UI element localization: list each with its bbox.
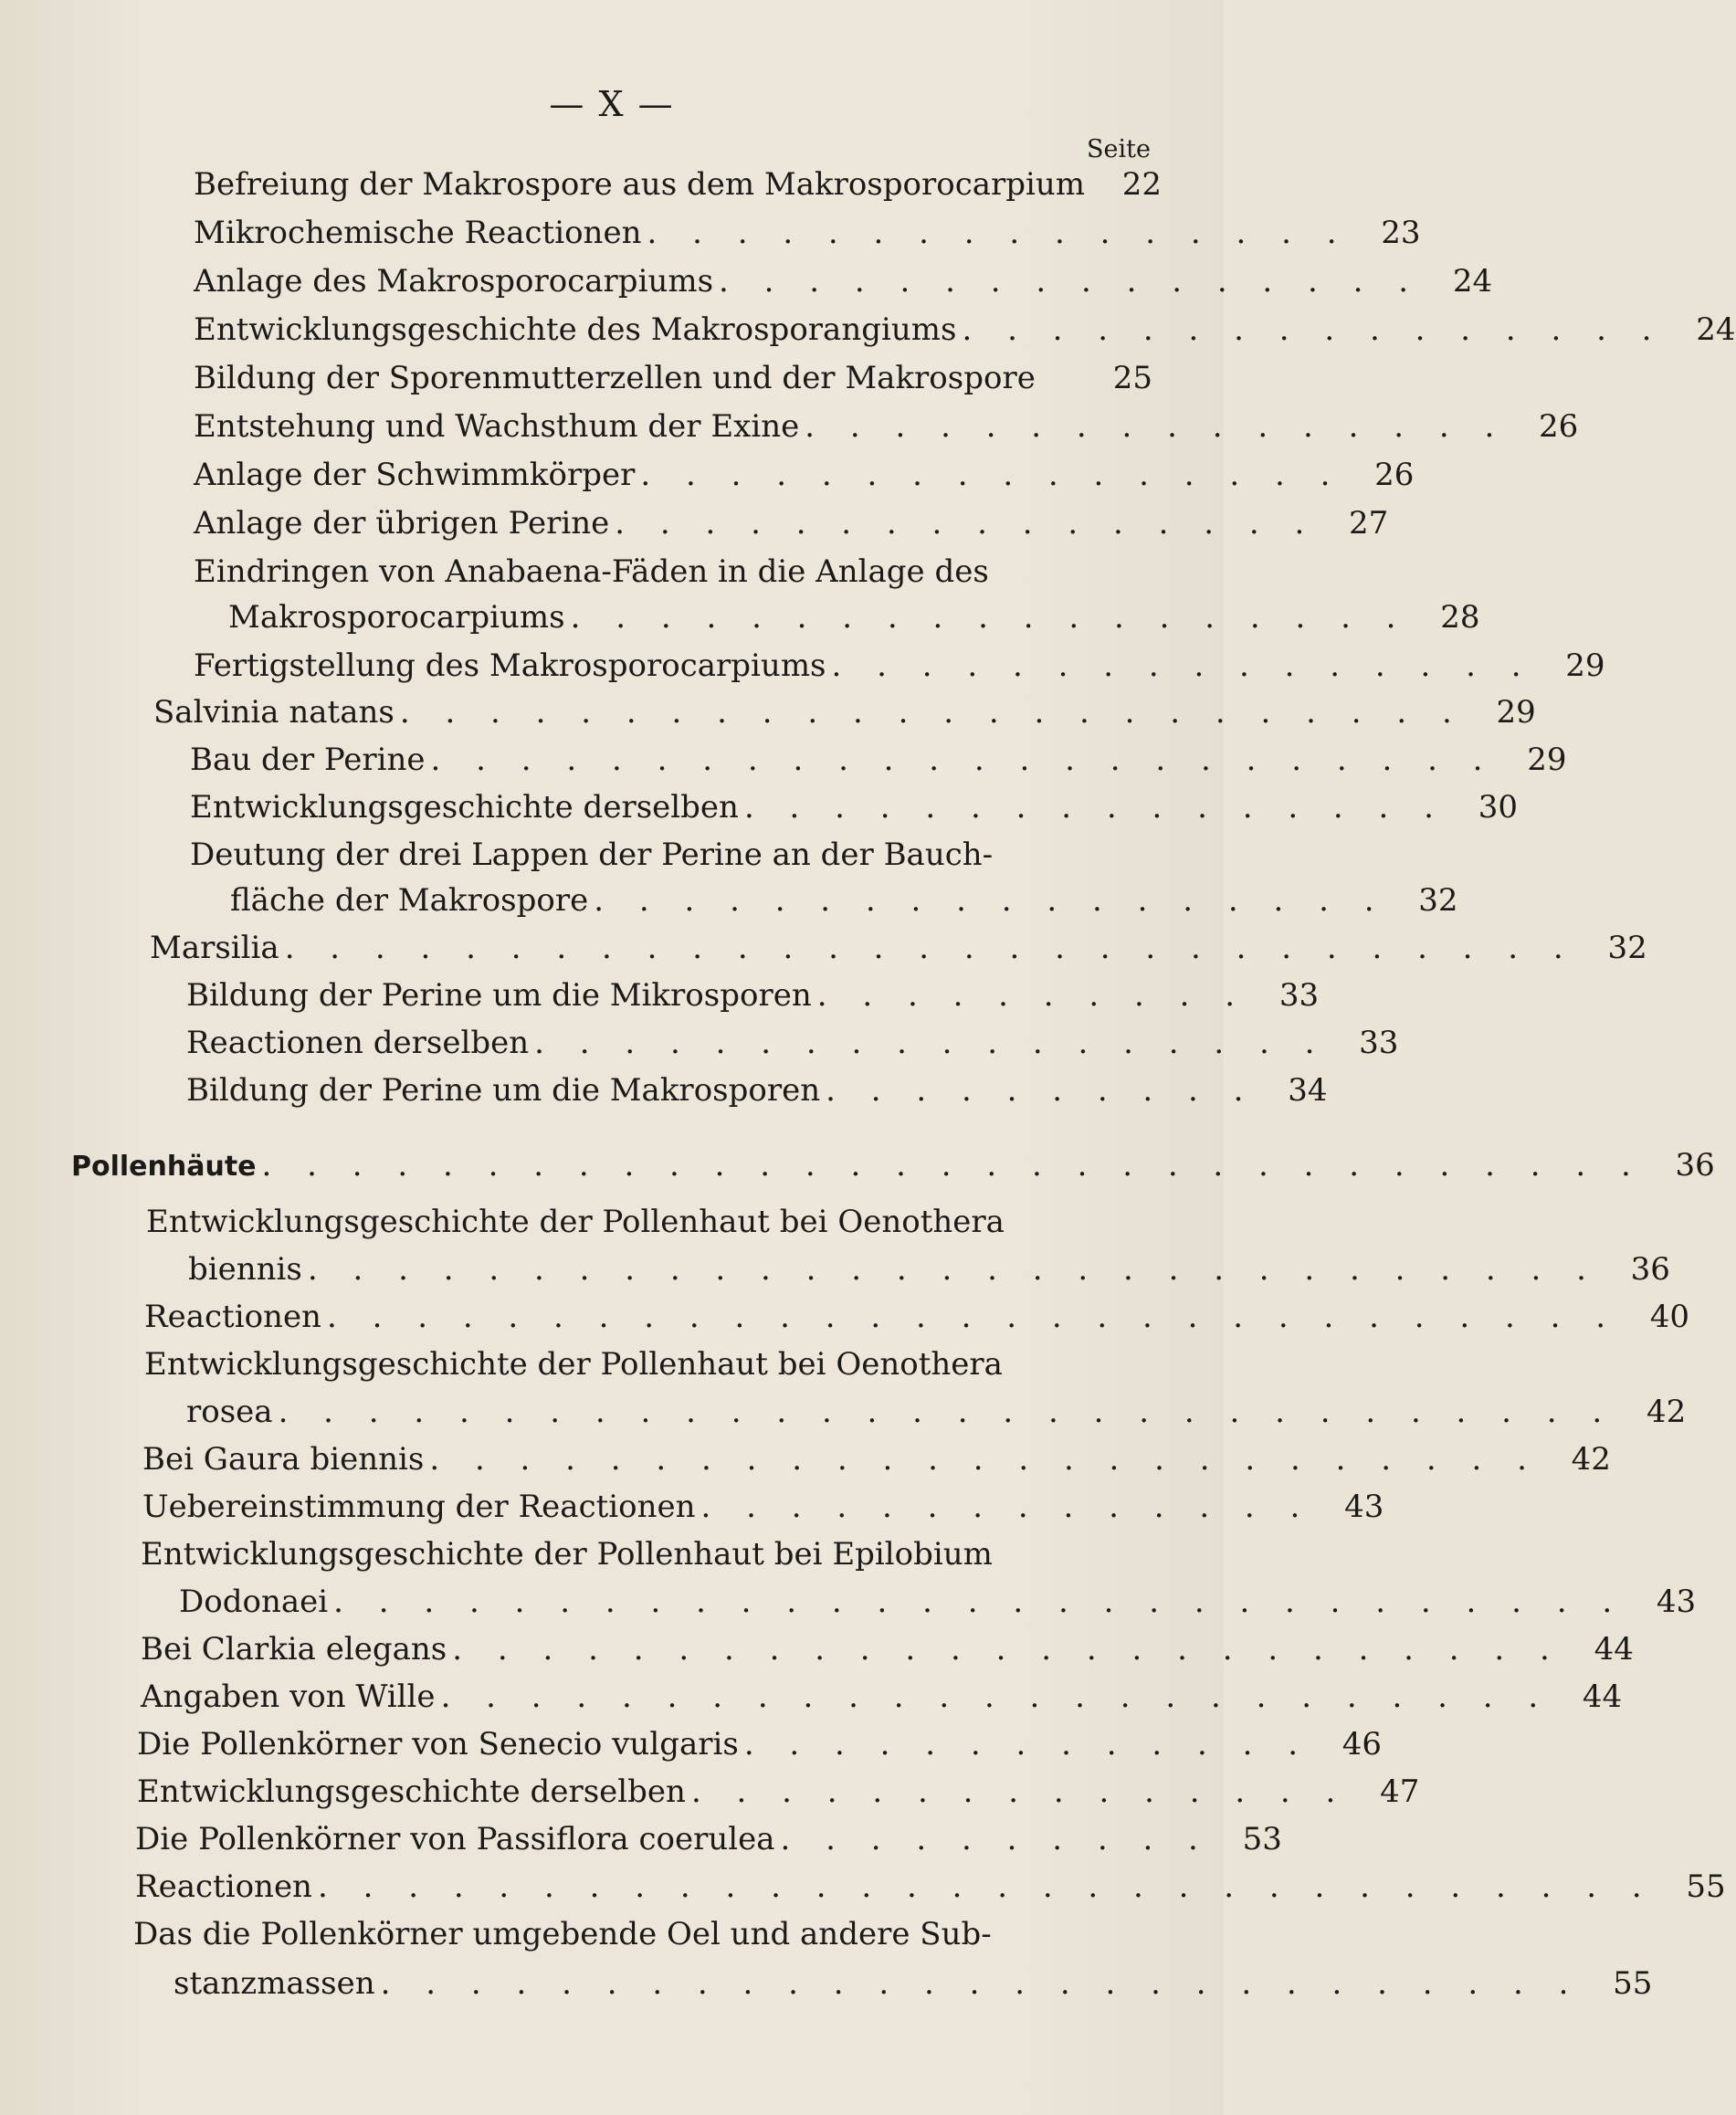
toc-entry: Entwicklungsgeschichte der Pollenhaut bei Epilobium (141, 1536, 993, 1573)
toc-entry: Mikrochemische Reactionen . . . . . . . . . . . . . . . . 23 (194, 209, 1152, 257)
toc-section-heading: Pollenhäute . . . . . . . . . . . . . . . . . . . . . . . . . . . . . . . 36 (71, 1142, 1152, 1191)
toc-page-number: 36 (1675, 1147, 1715, 1184)
toc-page-number: 32 (1418, 882, 1458, 919)
toc-entry: Bau der Perine . . . . . . . . . . . . . . . . . . . . . . . . 29 (190, 736, 1152, 784)
toc-page-number: 43 (1656, 1584, 1697, 1620)
toc-entry: Salvinia natans . . . . . . . . . . . . . . . . . . . . . . . . 29 (153, 689, 1152, 736)
toc-entry: Bei Gaura biennis . . . . . . . . . . . . . . . . . . . . . . . . . 42 (142, 1436, 1152, 1483)
column-header-seite: Seite (1087, 135, 1151, 163)
toc-entry: Bildung der Perine um die Mikrosporen . . . . . . . . . . 33 (186, 972, 1152, 1019)
toc-entry: Entwicklungsgeschichte der Pollenhaut bei Oenothera (144, 1346, 1003, 1383)
toc-entry: Bei Clarkia elegans . . . . . . . . . . . . . . . . . . . . . . . . . 44 (141, 1626, 1152, 1673)
toc-entry: Reactionen . . . . . . . . . . . . . . . . . . . . . . . . . . . . . . 55 (135, 1863, 1152, 1910)
toc-entry: Anlage der übrigen Perine . . . . . . . . . . . . . . . . 27 (194, 500, 1152, 547)
toc-page-number: 47 (1380, 1773, 1420, 1810)
toc-page-number: 25 (1112, 360, 1152, 396)
toc-entry: Makrosporocarpiums . . . . . . . . . . . . . . . . . . . 28 (228, 594, 1152, 641)
toc-page-number: 42 (1571, 1441, 1611, 1478)
toc-entry: Dodonaei . . . . . . . . . . . . . . . . . . . . . . . . . . . . . 43 (179, 1578, 1152, 1626)
toc-entry: Entwicklungsgeschichte derselben . . . . . . . . . . . . . . . . 30 (190, 784, 1152, 831)
toc-page-number: 26 (1539, 408, 1579, 445)
toc-entry: Entstehung und Wachsthum der Exine . . . . . . . . . . . . . . . . 26 (194, 403, 1152, 450)
toc-page-number: 32 (1607, 930, 1647, 966)
toc-entry: Entwicklungsgeschichte der Pollenhaut bei Oenothera (146, 1204, 1005, 1240)
toc-entry: Reactionen . . . . . . . . . . . . . . . . . . . . . . . . . . . . . 40 (144, 1293, 1152, 1341)
toc-page-number: 36 (1630, 1251, 1670, 1288)
toc-entry: Angaben von Wille . . . . . . . . . . . . . . . . . . . . . . . . . 44 (141, 1673, 1152, 1720)
toc-page-number: 29 (1527, 742, 1567, 778)
toc-entry: Die Pollenkörner von Senecio vulgaris . . . . . . . . . . . . . 46 (137, 1720, 1152, 1768)
toc-page-number: 29 (1496, 694, 1536, 731)
toc-page-number: 55 (1686, 1868, 1726, 1905)
toc-page-number: 28 (1440, 599, 1480, 636)
toc-page-number: 24 (1452, 263, 1493, 300)
toc-entry: Deutung der drei Lappen der Perine an der Bauch- (190, 837, 994, 873)
toc-page-number: 27 (1349, 505, 1389, 542)
toc-page-number: 53 (1242, 1821, 1282, 1857)
toc-entry: Eindringen von Anabaena-Fäden in die Anlage des (194, 553, 989, 590)
toc-entry: Anlage des Makrosporocarpiums . . . . . . . . . . . . . . . . 24 (194, 258, 1152, 305)
toc-entry: Befreiung der Makrospore aus dem Makrosporocarpium 22 (194, 161, 1152, 208)
toc-entry: fläche der Makrospore . . . . . . . . . . . . . . . . . . 32 (230, 877, 1152, 924)
toc-page-number: 46 (1341, 1726, 1383, 1762)
toc-entry: Anlage der Schwimmkörper . . . . . . . . . . . . . . . . 26 (194, 451, 1152, 499)
toc-page-number: 30 (1478, 789, 1518, 826)
toc-page-number: 26 (1374, 457, 1415, 493)
toc-entry: Reactionen derselben . . . . . . . . . . . . . . . . . . 33 (186, 1019, 1152, 1067)
toc-entry: Entwicklungsgeschichte des Makrosporangiums . . . . . . . . . . . . . . . . 24 (194, 306, 1152, 353)
toc-entry: Das die Pollenkörner umgebende Oel und andere Sub- (133, 1916, 992, 1952)
toc-entry: Bildung der Perine um die Makrosporen . . . . . . . . . . 34 (186, 1067, 1152, 1114)
toc-entry: Marsilia . . . . . . . . . . . . . . . . . . . . . . . . . . . . . 32 (150, 924, 1152, 972)
toc-page-number: 42 (1646, 1394, 1687, 1430)
toc-entry: biennis . . . . . . . . . . . . . . . . . . . . . . . . . . . . . 36 (188, 1246, 1152, 1293)
page-number: — X — (549, 84, 675, 124)
toc-entry: Bildung der Sporenmutterzellen und der Makrospore 25 (194, 354, 1152, 402)
toc-page-number: 44 (1582, 1678, 1623, 1715)
toc-page-number: 29 (1565, 647, 1605, 684)
toc-page-number: 22 (1121, 166, 1163, 203)
toc-entry: Fertigstellung des Makrosporocarpiums . . . . . . . . . . . . . . . . 29 (194, 642, 1152, 689)
toc-page-number: 33 (1278, 977, 1320, 1014)
toc-page-number: 34 (1288, 1072, 1328, 1109)
toc-page-number: 40 (1649, 1299, 1690, 1335)
toc-page-number: 24 (1696, 311, 1736, 348)
toc-page-number: 44 (1594, 1631, 1634, 1668)
toc-page-number: 43 (1344, 1489, 1384, 1525)
toc-entry: Uebereinstimmung der Reactionen . . . . . . . . . . . . . . 43 (142, 1483, 1152, 1531)
toc-entry: Entwicklungsgeschichte derselben . . . . . . . . . . . . . . . 47 (137, 1768, 1152, 1815)
toc-entry: rosea . . . . . . . . . . . . . . . . . . . . . . . . . . . . . . 42 (186, 1388, 1152, 1436)
toc-entry: stanzmassen . . . . . . . . . . . . . . . . . . . . . . . . . . . 55 (174, 1960, 1152, 2007)
toc-page-number: 55 (1613, 1965, 1653, 2002)
toc-entry: Die Pollenkörner von Passiflora coerulea . . . . . . . . . . 53 (135, 1815, 1152, 1863)
toc-page-number: 33 (1359, 1025, 1399, 1061)
toc-page-number: 23 (1381, 215, 1421, 251)
